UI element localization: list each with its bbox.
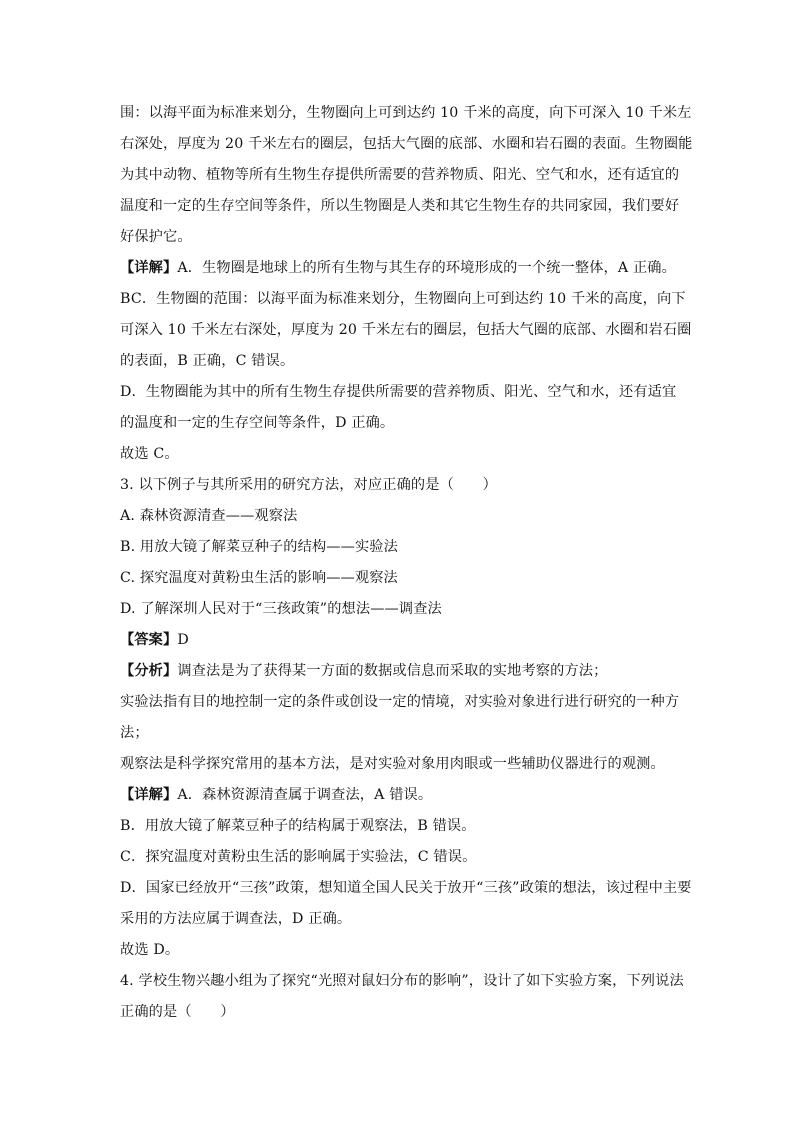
line-text: 实验法指有目的地控制一定的条件或创设一定的情境，对实验对象进行进行研究的一种方 xyxy=(120,694,680,710)
document-page xyxy=(120,98,693,1028)
line-text: 故选 D。 xyxy=(120,942,180,958)
line-text: C．探究温度对黄粉虫生活的影响属于实验法，C 错误。 xyxy=(120,849,477,865)
line-text: 右深处，厚度为 20 千米左右的圈层，包括大气圈的底部、水圈和岩石圈的表面。生物圈能 xyxy=(120,136,693,152)
line-text: A．生物圈是地球上的所有生物与其生存的环境形成的一个统一整体，A 正确。 xyxy=(177,260,676,276)
line-text: 观察法是科学探究常用的基本方法，是对实验对象用肉眼或一些辅助仪器进行的观测。 xyxy=(120,756,665,772)
text-line xyxy=(120,408,680,439)
line-text: D．国家已经放开“三孩”政策，想知道全国人民关于放开“三孩”政策的想法，该过程中主要 xyxy=(120,880,692,896)
text-line xyxy=(120,98,692,129)
line-text: A. 森林资源清查——观察法 xyxy=(120,508,298,524)
text-line xyxy=(120,749,680,780)
line-text: 故选 C。 xyxy=(120,446,179,462)
text-line xyxy=(120,377,680,408)
text-line xyxy=(120,780,680,811)
line-text: 3. 以下例子与其所采用的研究方法，对应正确的是（ ） xyxy=(120,477,497,493)
line-text: 温度和一定的生存空间等条件，所以生物圈是人类和其它生物生存的共同家园，我们要好 xyxy=(120,198,680,214)
text-line xyxy=(120,160,680,191)
line-text: 为其中动物、植物等所有生物生存提供所需要的营养物质、阳光、空气和水，还有适宜的 xyxy=(120,167,680,183)
text-line xyxy=(120,718,680,749)
line-text: 的表面，B 正确，C 错误。 xyxy=(120,353,295,369)
text-line xyxy=(120,129,693,160)
text-line xyxy=(120,315,692,346)
line-text: 调查法是为了获得某一方面的数据或信息而采取的实地考察的方法； xyxy=(177,663,608,679)
text-line xyxy=(120,563,680,594)
text-line xyxy=(120,346,680,377)
text-line xyxy=(120,997,680,1028)
line-text: B. 用放大镜了解菜豆种子的结构——实验法 xyxy=(120,539,398,555)
text-line xyxy=(120,501,680,532)
text-line xyxy=(120,842,680,873)
text-line xyxy=(120,873,692,904)
text-line xyxy=(120,966,684,997)
section-tag: 【答案】 xyxy=(120,632,178,648)
section-tag: 【详解】 xyxy=(120,260,178,276)
text-line xyxy=(120,935,680,966)
text-line xyxy=(120,470,680,501)
line-text: 围：以海平面为标准来划分，生物圈向上可到达约 10 千米的高度，向下可深入 10 千米左 xyxy=(120,105,692,121)
line-text: 可深入 10 千米左右深处，厚度为 20 千米左右的圈层，包括大气圈的底部、水圈和岩石圈 xyxy=(120,322,692,338)
line-text: D. 了解深圳人民对于“三孩政策”的想法——调查法 xyxy=(120,601,442,617)
text-line xyxy=(120,439,680,470)
line-text: 法； xyxy=(120,725,149,741)
text-line xyxy=(120,904,680,935)
line-text: C. 探究温度对黄粉虫生活的影响——观察法 xyxy=(120,570,398,586)
text-line xyxy=(120,656,680,687)
line-text: 的温度和一定的生存空间等条件，D 正确。 xyxy=(120,415,395,431)
line-text: 好保护它。 xyxy=(120,229,192,245)
section-tag: 【详解】 xyxy=(120,787,178,803)
line-text: D xyxy=(177,632,189,648)
text-line xyxy=(120,532,680,563)
line-text: D．生物圈能为其中的所有生物生存提供所需要的营养物质、阳光、空气和水，还有适宜 xyxy=(120,384,677,400)
text-line xyxy=(120,253,680,284)
text-line xyxy=(120,594,680,625)
section-tag: 【分析】 xyxy=(120,663,178,679)
line-text: 正确的是（ ） xyxy=(120,1004,235,1020)
line-text: BC．生物圈的范围：以海平面为标准来划分，生物圈向上可到达约 10 千米的高度，向下 xyxy=(120,291,686,307)
line-text: A．森林资源清查属于调查法，A 错误。 xyxy=(177,787,433,803)
text-line xyxy=(120,284,686,315)
text-line xyxy=(120,191,680,222)
text-line xyxy=(120,687,680,718)
text-line xyxy=(120,222,680,253)
text-line xyxy=(120,811,680,842)
line-text: 采用的方法应属于调查法，D 正确。 xyxy=(120,911,352,927)
line-text: B．用放大镜了解菜豆种子的结构属于观察法，B 错误。 xyxy=(120,818,476,834)
text-line xyxy=(120,625,680,656)
line-text: 4. 学校生物兴趣小组为了探究“光照对鼠妇分布的影响”，设计了如下实验方案，下列说法 xyxy=(120,973,684,989)
